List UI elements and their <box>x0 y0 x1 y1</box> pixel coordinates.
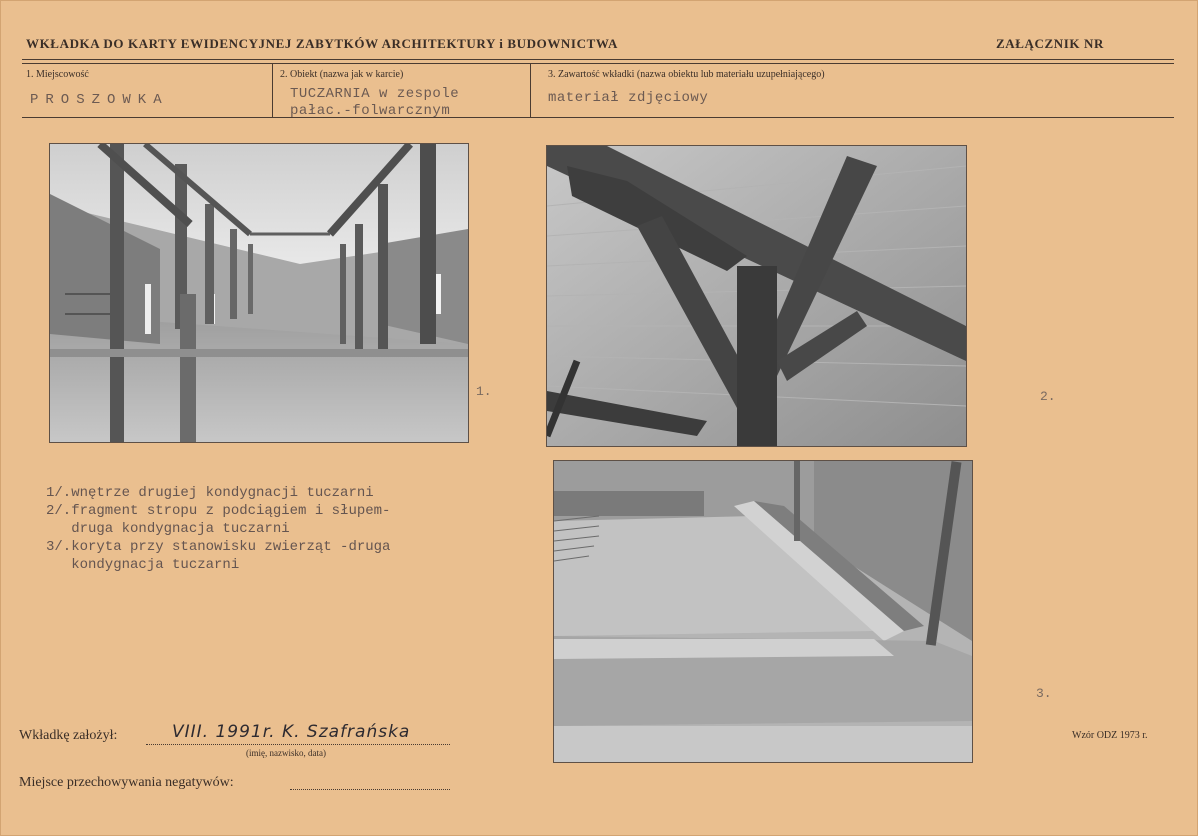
negatives-dotline <box>290 789 450 790</box>
caption-line-1: 1/.wnętrze drugiej kondygnacji tuczarni <box>46 485 374 501</box>
caption-line-5: kondygnacja tuczarni <box>46 557 240 573</box>
annex-label: ZAŁĄCZNIK NR <box>996 36 1104 51</box>
photo-2-number: 2. <box>1040 389 1056 404</box>
object-label: 2. Obiekt (nazwa jak w karcie) <box>280 69 404 80</box>
field-divider-1 <box>272 64 273 118</box>
photo-3-number: 3. <box>1036 686 1052 701</box>
content-label: 3. Zawartość wkładki (nazwa obiektu lub materiału uzupełniającego) <box>548 69 825 80</box>
photo-1-barn-interior <box>49 143 469 443</box>
caption-line-4: 3/.koryta przy stanowisku zwierząt -druga <box>46 539 391 555</box>
made-by-signature: VIII. 1991r. K. Szafrańska <box>172 722 411 742</box>
locality-label: 1. Miejscowość <box>26 69 89 80</box>
form-code: Wzór ODZ 1973 r. <box>1072 730 1148 741</box>
photo-3-feeding-troughs <box>553 460 973 763</box>
negatives-label: Miejsce przechowywania negatywów: <box>19 775 234 790</box>
header-rule-top <box>22 59 1174 60</box>
photo-1-number: 1. <box>476 384 492 399</box>
object-value-line1: TUCZARNIA w zespole <box>290 86 460 102</box>
caption-line-3: druga kondygnacja tuczarni <box>46 521 290 537</box>
content-value: materiał zdjęciowy <box>548 90 709 106</box>
fields-rule-bottom <box>22 117 1174 118</box>
field-divider-2 <box>530 64 531 118</box>
photo-captions <box>46 484 390 574</box>
card-title: WKŁADKA DO KARTY EWIDENCYJNEJ ZABYTKÓW ARCHITEKTURY i BUDOWNICTWA <box>26 36 618 51</box>
locality-value: PROSZOWKA <box>30 92 169 108</box>
made-by-dotline <box>146 744 450 745</box>
photo-2-roof-truss <box>546 145 967 447</box>
header-rule-double <box>22 63 1174 64</box>
made-by-label: Wkładkę założył: <box>19 728 118 743</box>
made-by-hint: (imię, nazwisko, data) <box>246 748 326 758</box>
caption-line-2: 2/.fragment stropu z podciągiem i słupem- <box>46 503 391 519</box>
object-value-line2: pałac.-folwarcznym <box>290 103 451 119</box>
